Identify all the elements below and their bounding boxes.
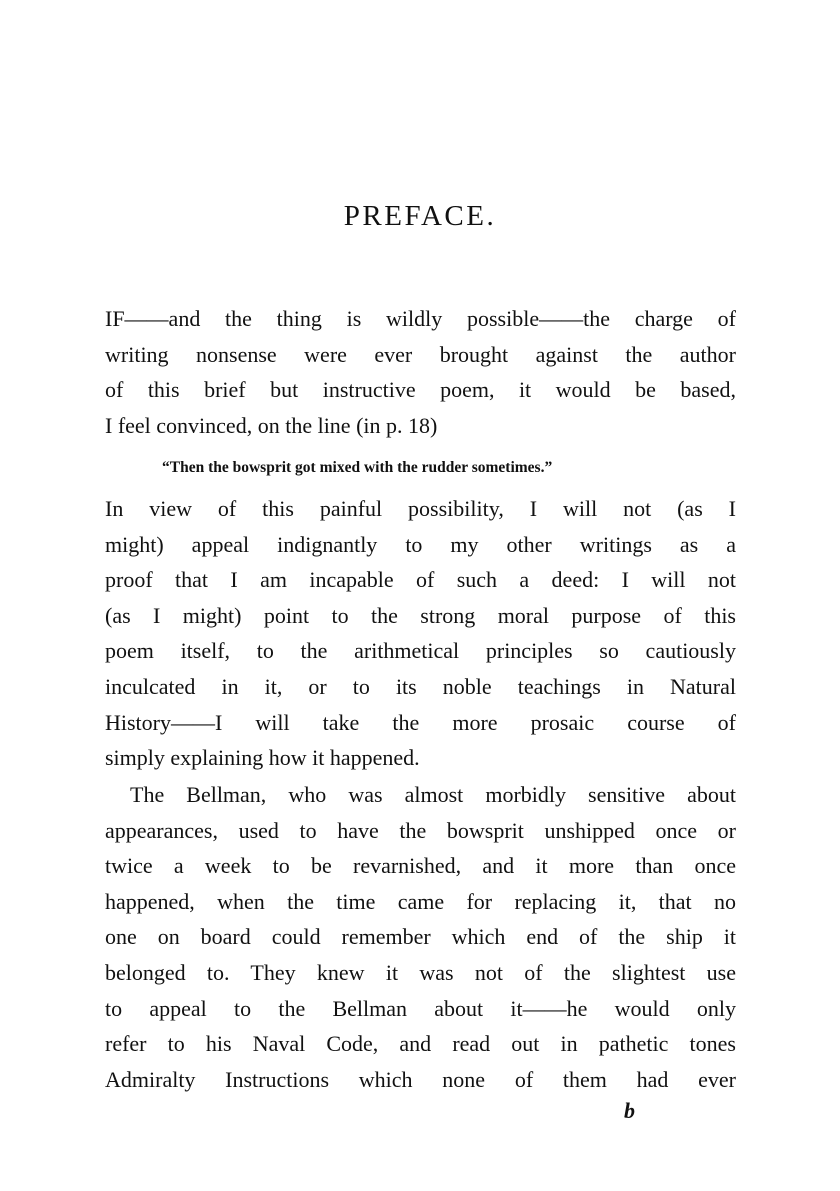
quoted-line: “Then the bowsprit got mixed with the rudder sometimes.” [162, 459, 553, 476]
text-line: proof that I am incapable of such a deed: I will not [105, 567, 736, 593]
text-line: appearances, used to have the bowsprit unshipped once or [105, 817, 736, 843]
text-line: one on board could remember which end of the ship it [105, 924, 736, 950]
signature-mark: b [624, 1098, 635, 1123]
text-line: might) appeal indignantly to my other writings as a [105, 531, 736, 557]
paragraph-2 [105, 491, 736, 776]
text-line: twice a week to be revarnished, and it more than once [105, 853, 736, 879]
text-line: happened, when the time came for replacing it, that no [105, 888, 736, 914]
text-line: IF——and the thing is wildly possible——the charge of [105, 306, 736, 331]
text-line: I feel convinced, on the line (in p. 18) [105, 412, 438, 438]
text-line: refer to his Naval Code, and read out in pathetic tones [105, 1031, 736, 1057]
text-line: to appeal to the Bellman about it——he would only [105, 995, 736, 1021]
text-line: poem itself, to the arithmetical principles so cautiously [105, 638, 736, 664]
text-line: History——I will take the more prosaic course of [105, 709, 736, 735]
paragraph-3 [105, 777, 736, 1097]
text-line: In view of this painful possibility, I will not (as I [105, 496, 736, 521]
text-line: writing nonsense were ever brought against the author [105, 341, 736, 367]
text-line: simply explaining how it happened. [105, 745, 420, 771]
text-line: of this brief but instructive poem, it would be based, [105, 377, 736, 403]
text-line: The Bellman, who was almost morbidly sensitive about [130, 782, 736, 807]
page-title: PREFACE. [343, 200, 497, 232]
text-line: Admiralty Instructions which none of them had ever [105, 1066, 736, 1092]
text-line: (as I might) point to the strong moral purpose of this [105, 602, 736, 628]
text-line: inculcated in it, or to its noble teachings in Natural [105, 673, 736, 699]
paragraph-1 [105, 301, 736, 443]
text-line: belonged to. They knew it was not of the slightest use [105, 959, 736, 985]
